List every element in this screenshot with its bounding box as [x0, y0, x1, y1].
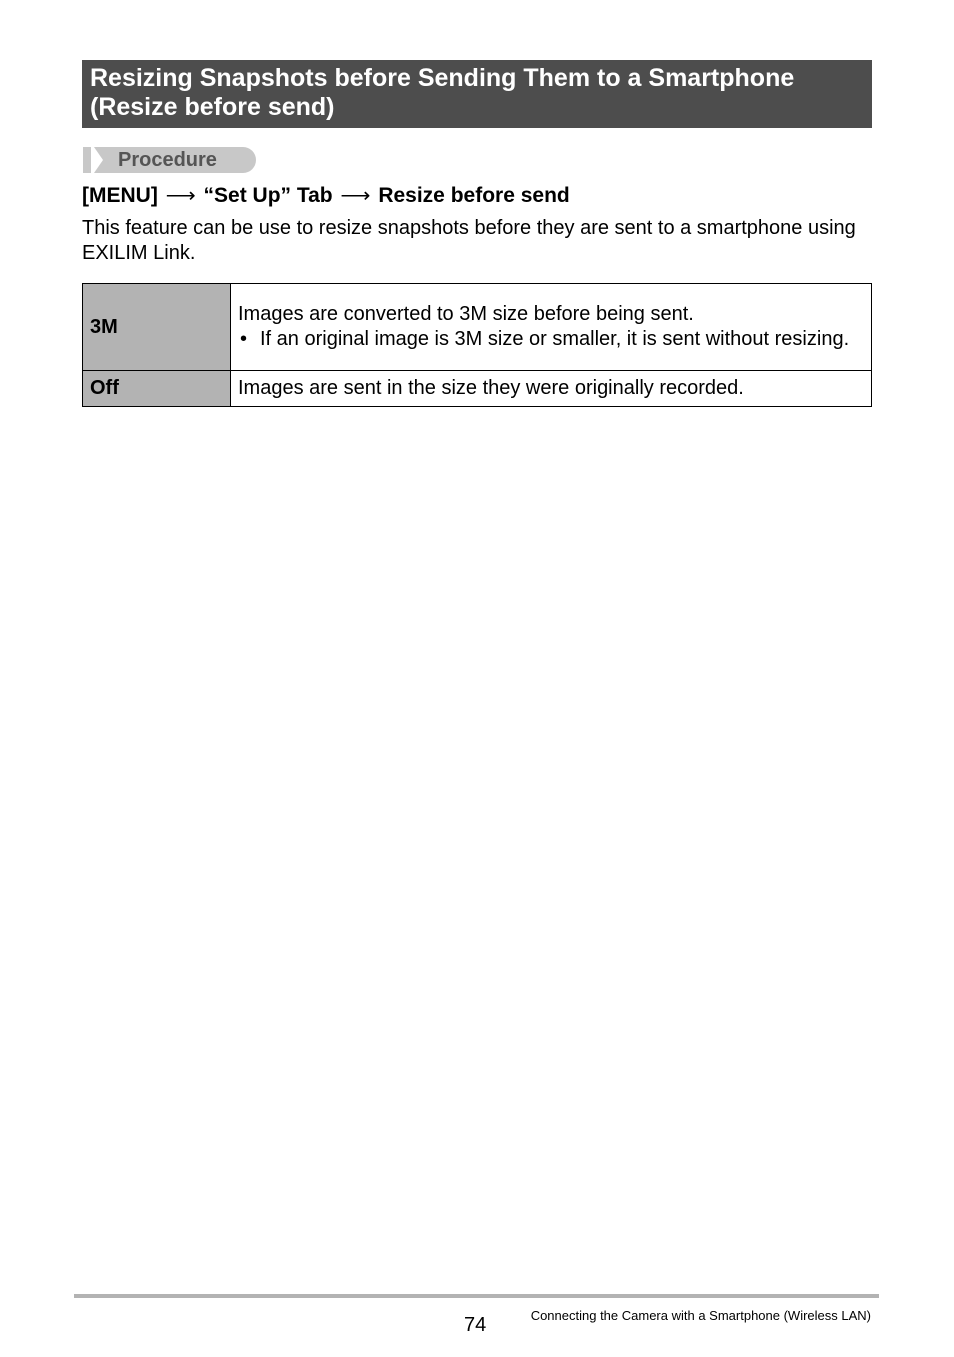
setting-description-text: Images are converted to 3M size before being sent. — [238, 302, 694, 325]
procedure-badge-notch — [94, 147, 103, 173]
procedure-badge-stub — [83, 147, 91, 173]
procedure-badge — [83, 147, 256, 173]
table-row — [83, 371, 872, 407]
bullet-text: If an original image is 3M size or smaller, it is sent without resizing. — [260, 327, 850, 350]
settings-table — [82, 283, 872, 407]
page-number: 74 — [464, 1314, 487, 1336]
menu-path-step-setup-tab: “Set Up” Tab — [203, 184, 333, 207]
menu-path-step-resize: Resize before send — [378, 184, 570, 207]
intro-paragraph: This feature can be use to resize snapshots before they are sent to a smartphone using EXILIM Link. — [82, 217, 856, 264]
setting-description — [231, 284, 872, 371]
menu-path — [82, 183, 570, 209]
procedure-label: Procedure — [118, 149, 217, 171]
section-title — [82, 60, 872, 128]
bullet-item — [238, 327, 865, 352]
setting-description-text: Images are sent in the size they were originally recorded. — [238, 376, 744, 399]
setting-key: Off — [83, 371, 231, 407]
arrow-right-icon: ⟶ — [165, 184, 196, 207]
table-row — [83, 284, 872, 371]
setting-key: 3M — [83, 284, 231, 371]
section-title-text: Resizing Snapshots before Sending Them to a Smartphone (Resize before send) — [90, 64, 795, 121]
menu-path-step-menu: [MENU] — [82, 184, 158, 207]
setting-description — [231, 371, 872, 407]
arrow-right-icon: ⟶ — [340, 184, 371, 207]
chapter-title: Connecting the Camera with a Smartphone (Wireless LAN) — [530, 1308, 871, 1323]
bullet-icon: • — [240, 327, 248, 350]
footer-divider — [74, 1294, 879, 1298]
